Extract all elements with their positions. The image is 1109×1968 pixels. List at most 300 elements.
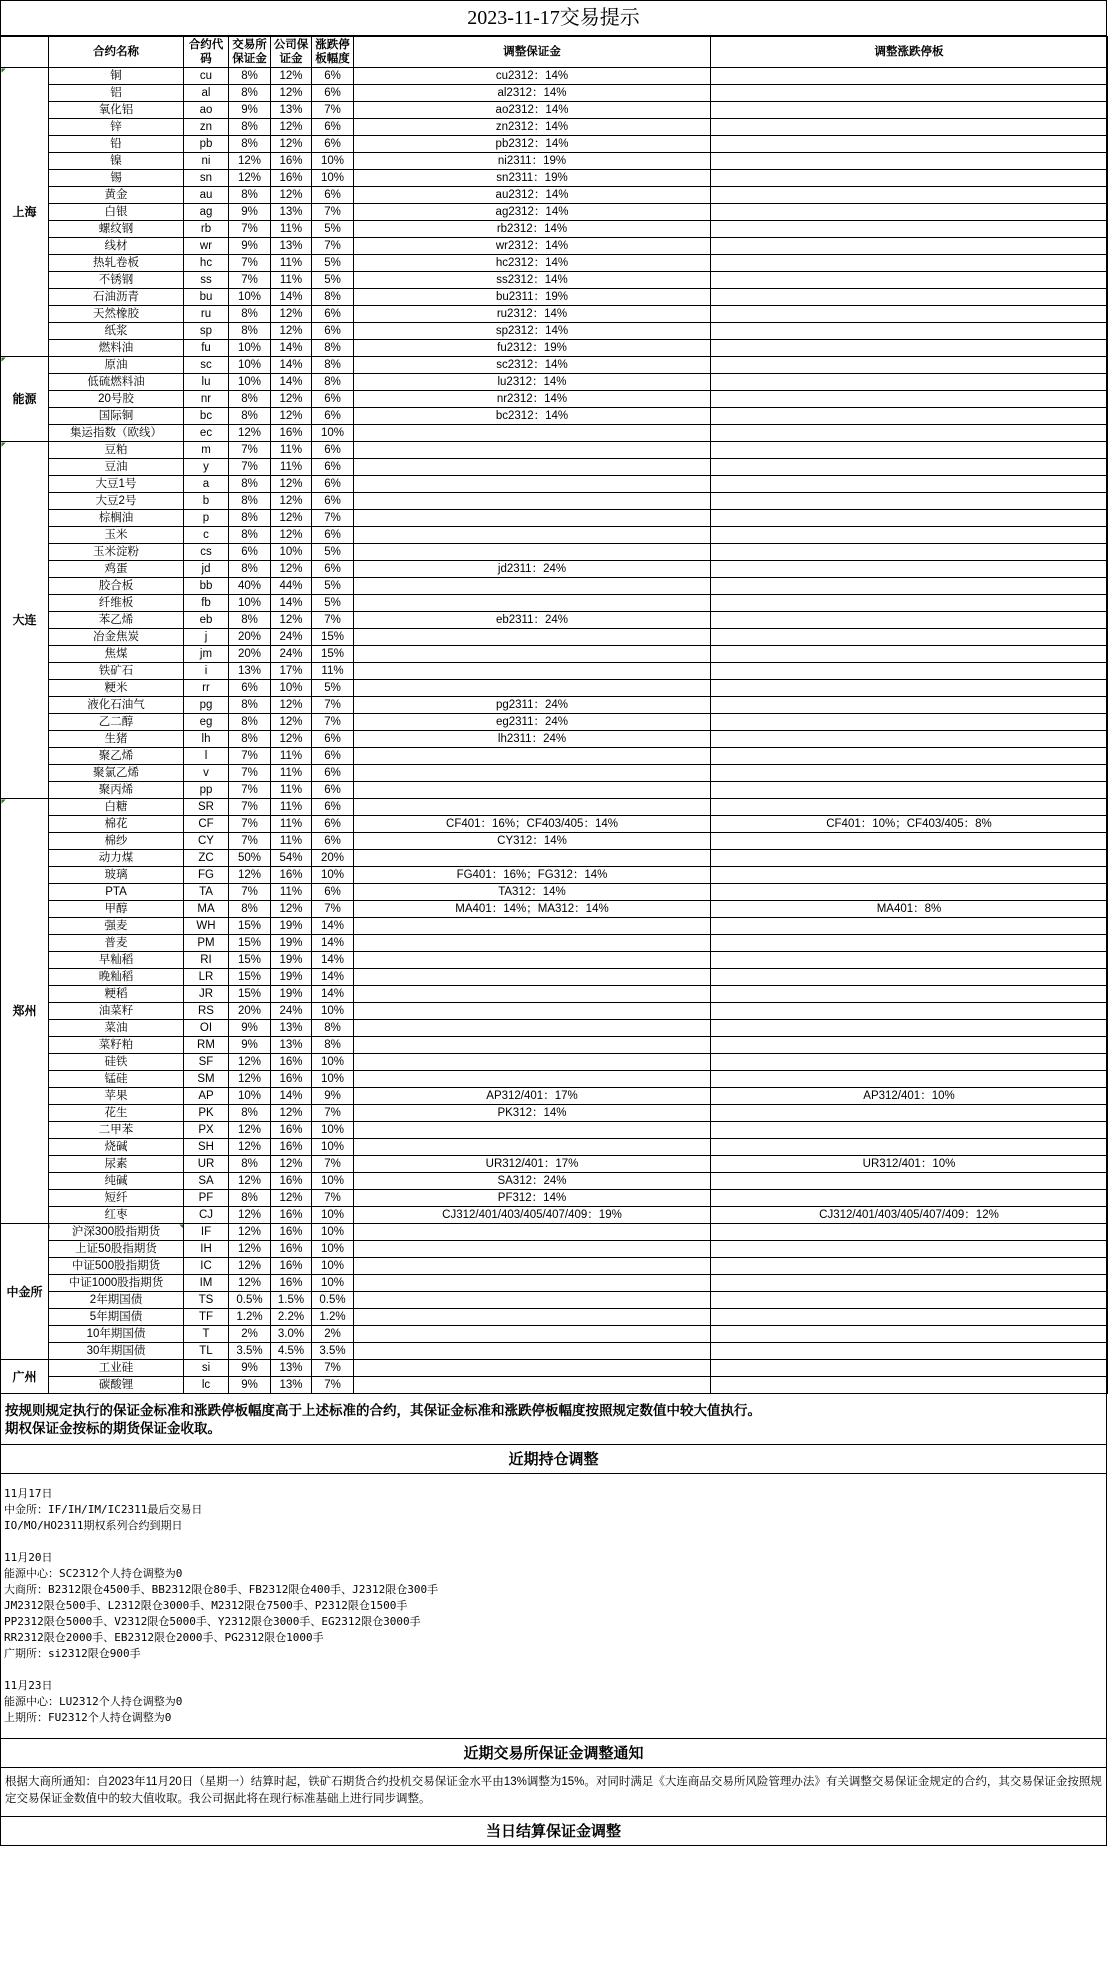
price-limit-cell: 6% [312,527,354,544]
contract-code-cell: cs [184,544,229,561]
adjusted-price-limit-cell: UR312/401：10% [711,1156,1108,1173]
adjusted-price-limit-cell [711,884,1108,901]
price-limit-cell: 5% [312,221,354,238]
price-limit-cell: 2% [312,1326,354,1343]
contract-code-cell: lh [184,731,229,748]
exchange-margin-cell: 12% [229,1275,271,1292]
adjusted-price-limit-cell [711,1377,1108,1394]
contract-name-cell: 镍 [49,153,184,170]
contract-name-cell: 玉米淀粉 [49,544,184,561]
price-limit-cell: 10% [312,1241,354,1258]
price-limit-cell: 10% [312,1122,354,1139]
contract-code-cell: TF [184,1309,229,1326]
contract-name-cell: 粳米 [49,680,184,697]
adjusted-margin-cell [354,493,711,510]
contract-name-cell: 线材 [49,238,184,255]
exchange-cell: 上海 [1,68,49,357]
company-margin-cell: 11% [271,221,312,238]
price-limit-cell: 7% [312,1156,354,1173]
adjusted-margin-cell [354,918,711,935]
contract-code-cell: cu [184,68,229,85]
adjusted-price-limit-cell: CF401：10%；CF403/405：8% [711,816,1108,833]
price-limit-cell: 6% [312,391,354,408]
company-margin-cell: 24% [271,646,312,663]
price-limit-cell: 14% [312,969,354,986]
contract-name-cell: 棉纱 [49,833,184,850]
contract-code-cell: SR [184,799,229,816]
company-margin-cell: 11% [271,459,312,476]
adjusted-margin-cell [354,1224,711,1241]
contract-name-cell: 20号胶 [49,391,184,408]
adjusted-price-limit-cell [711,629,1108,646]
table-row [1,969,1108,986]
adjusted-price-limit-cell [711,255,1108,272]
contract-code-cell: lu [184,374,229,391]
price-limit-cell: 10% [312,1054,354,1071]
price-limit-cell: 6% [312,323,354,340]
adjusted-price-limit-cell [711,1139,1108,1156]
contract-code-cell: fu [184,340,229,357]
table-row [1,340,1108,357]
table-row [1,1275,1108,1292]
contract-name-cell: 棉花 [49,816,184,833]
company-margin-cell: 13% [271,1377,312,1394]
contract-code-cell: ec [184,425,229,442]
contract-code-cell: nr [184,391,229,408]
contract-name-cell: 苯乙烯 [49,612,184,629]
contract-code-cell: j [184,629,229,646]
adjusted-price-limit-cell [711,510,1108,527]
position-adjust-line: 能源中心：LU2312个人持仓调整为0 [4,1695,183,1708]
table-row [1,510,1108,527]
adjusted-margin-cell: PK312：14% [354,1105,711,1122]
exchange-margin-cell: 12% [229,867,271,884]
contract-name-cell: 动力煤 [49,850,184,867]
table-row [1,493,1108,510]
adjusted-margin-cell: ag2312：14% [354,204,711,221]
company-margin-cell: 19% [271,952,312,969]
exchange-margin-cell: 20% [229,629,271,646]
adjusted-price-limit-cell [711,833,1108,850]
adjusted-price-limit-cell [711,680,1108,697]
contract-name-cell: 铁矿石 [49,663,184,680]
company-margin-cell: 14% [271,374,312,391]
contract-name-cell: 豆粕 [49,442,184,459]
company-margin-cell: 13% [271,1360,312,1377]
exchange-margin-cell: 10% [229,1088,271,1105]
table-row [1,850,1108,867]
adjusted-margin-cell [354,425,711,442]
exchange-margin-cell: 8% [229,1190,271,1207]
contract-code-cell: CF [184,816,229,833]
exchange-margin-cell: 8% [229,493,271,510]
company-margin-cell: 13% [271,1037,312,1054]
table-row [1,442,1108,459]
company-margin-cell: 16% [271,1054,312,1071]
table-row [1,357,1108,374]
contract-code-cell: SA [184,1173,229,1190]
adjusted-price-limit-cell [711,850,1108,867]
adjusted-margin-cell [354,1071,711,1088]
company-margin-cell: 12% [271,1156,312,1173]
table-row [1,374,1108,391]
table-row [1,901,1108,918]
adjusted-price-limit-cell [711,1020,1108,1037]
contract-code-cell: eg [184,714,229,731]
contract-code-cell: c [184,527,229,544]
company-margin-cell: 12% [271,476,312,493]
exchange-margin-cell: 7% [229,272,271,289]
exchange-margin-cell: 8% [229,612,271,629]
company-margin-cell: 14% [271,289,312,306]
adjusted-price-limit-cell [711,85,1108,102]
adjusted-price-limit-cell [711,357,1108,374]
table-row [1,1360,1108,1377]
contract-name-cell: 天然橡胶 [49,306,184,323]
contract-code-cell: TS [184,1292,229,1309]
contract-name-cell: 菜籽粕 [49,1037,184,1054]
contract-code-cell: bb [184,578,229,595]
adjusted-margin-cell [354,935,711,952]
contract-name-cell: 5年期国债 [49,1309,184,1326]
exchange-cell: 能源 [1,357,49,442]
table-row [1,1173,1108,1190]
table-row [1,85,1108,102]
contract-name-cell: 锌 [49,119,184,136]
adjusted-price-limit-cell [711,1309,1108,1326]
adjusted-price-limit-cell [711,102,1108,119]
contract-code-cell: rb [184,221,229,238]
company-margin-cell: 16% [271,153,312,170]
adjusted-margin-cell [354,442,711,459]
company-margin-cell: 12% [271,561,312,578]
company-margin-cell: 11% [271,799,312,816]
exchange-margin-cell: 1.2% [229,1309,271,1326]
adjusted-price-limit-cell [711,493,1108,510]
company-margin-cell: 17% [271,663,312,680]
contract-code-cell: T [184,1326,229,1343]
contract-code-cell: y [184,459,229,476]
position-adjust-line: RR2312限仓2000手、EB2312限仓2000手、PG2312限仓1000手 [4,1631,324,1644]
price-limit-cell: 6% [312,884,354,901]
table-row [1,1156,1108,1173]
contract-name-cell: 工业硅 [49,1360,184,1377]
adjusted-price-limit-cell [711,1122,1108,1139]
adjusted-price-limit-cell: CJ312/401/403/405/407/409：12% [711,1207,1108,1224]
adjusted-margin-cell [354,646,711,663]
adjusted-margin-cell [354,544,711,561]
contract-name-cell: 大豆2号 [49,493,184,510]
contract-name-cell: 聚丙烯 [49,782,184,799]
contract-code-cell: m [184,442,229,459]
adjusted-price-limit-cell [711,595,1108,612]
adjusted-margin-cell: nr2312：14% [354,391,711,408]
adjusted-price-limit-cell [711,1275,1108,1292]
contract-name-cell: 普麦 [49,935,184,952]
contract-code-cell: jd [184,561,229,578]
adjusted-margin-cell [354,986,711,1003]
contract-name-cell: 上证50股指期货 [49,1241,184,1258]
adjusted-price-limit-cell [711,969,1108,986]
table-row [1,238,1108,255]
contract-name-cell: 油菜籽 [49,1003,184,1020]
price-limit-cell: 14% [312,952,354,969]
adjusted-price-limit-cell [711,1258,1108,1275]
adjusted-price-limit-cell [711,646,1108,663]
exchange-margin-cell: 10% [229,340,271,357]
contract-code-cell: au [184,187,229,204]
adjusted-price-limit-cell [711,1105,1108,1122]
adjusted-price-limit-cell [711,459,1108,476]
adjusted-margin-cell: CY312：14% [354,833,711,850]
contract-code-cell: RI [184,952,229,969]
position-adjust-block [4,1486,1103,1534]
adjusted-margin-cell [354,1377,711,1394]
price-limit-cell: 10% [312,425,354,442]
adjusted-margin-cell: fu2312：19% [354,340,711,357]
price-limit-cell: 7% [312,1377,354,1394]
adjusted-price-limit-cell: AP312/401：10% [711,1088,1108,1105]
position-adjust-line: 11月20日 [4,1551,53,1564]
contract-name-cell: 热轧卷板 [49,255,184,272]
contract-code-cell: SH [184,1139,229,1156]
header-cell: 合约代码 [184,37,229,68]
adjusted-margin-cell [354,1275,711,1292]
price-limit-cell: 7% [312,204,354,221]
table-row [1,731,1108,748]
table-row [1,1054,1108,1071]
rules-note [1,1394,1106,1445]
contract-code-cell: IC [184,1258,229,1275]
contract-name-cell: 铅 [49,136,184,153]
contract-name-cell: 沪深300股指期货 [49,1224,184,1241]
adjusted-margin-cell: sn2311：19% [354,170,711,187]
exchange-margin-cell: 8% [229,136,271,153]
exchange-margin-cell: 8% [229,187,271,204]
adjusted-margin-cell [354,1292,711,1309]
exchange-margin-cell: 8% [229,408,271,425]
table-row [1,986,1108,1003]
adjusted-price-limit-cell [711,289,1108,306]
contract-code-cell: CY [184,833,229,850]
contract-code-cell: i [184,663,229,680]
table-row [1,663,1108,680]
exchange-margin-cell: 12% [229,425,271,442]
contract-name-cell: 粳稻 [49,986,184,1003]
exchange-margin-cell: 8% [229,119,271,136]
table-row [1,255,1108,272]
adjusted-price-limit-cell [711,374,1108,391]
exchange-margin-cell: 3.5% [229,1343,271,1360]
price-limit-cell: 11% [312,663,354,680]
table-row [1,1139,1108,1156]
company-margin-cell: 12% [271,714,312,731]
price-limit-cell: 10% [312,1224,354,1241]
adjusted-margin-cell: FG401：16%；FG312：14% [354,867,711,884]
contract-name-cell: 硅铁 [49,1054,184,1071]
company-margin-cell: 14% [271,340,312,357]
exchange-margin-cell: 15% [229,935,271,952]
company-margin-cell: 12% [271,187,312,204]
adjusted-margin-cell: bc2312：14% [354,408,711,425]
table-row [1,187,1108,204]
price-limit-cell: 7% [312,612,354,629]
header-cell: 涨跌停板幅度 [312,37,354,68]
price-limit-cell: 10% [312,153,354,170]
adjusted-margin-cell: al2312：14% [354,85,711,102]
table-row [1,459,1108,476]
table-row [1,1071,1108,1088]
adjusted-price-limit-cell [711,1003,1108,1020]
exchange-cell: 大连 [1,442,49,799]
exchange-margin-cell: 9% [229,238,271,255]
adjusted-margin-cell [354,1003,711,1020]
table-row [1,799,1108,816]
table-row [1,595,1108,612]
contract-code-cell: ss [184,272,229,289]
price-limit-cell: 0.5% [312,1292,354,1309]
table-row [1,1326,1108,1343]
position-adjust-title: 近期持仓调整 [1,1445,1106,1474]
contract-name-cell: 大豆1号 [49,476,184,493]
contract-code-cell: OI [184,1020,229,1037]
exchange-cell: 广州 [1,1360,49,1394]
adjusted-margin-cell: CJ312/401/403/405/407/409：19% [354,1207,711,1224]
contract-name-cell: 锡 [49,170,184,187]
adjusted-margin-cell [354,799,711,816]
contract-code-cell: SM [184,1071,229,1088]
price-limit-cell: 5% [312,595,354,612]
company-margin-cell: 12% [271,697,312,714]
company-margin-cell: 14% [271,1088,312,1105]
price-limit-cell: 14% [312,918,354,935]
adjusted-price-limit-cell [711,561,1108,578]
table-row [1,748,1108,765]
contract-code-cell: PK [184,1105,229,1122]
price-limit-cell: 6% [312,136,354,153]
exchange-margin-cell: 12% [229,1122,271,1139]
contract-code-cell: PF [184,1190,229,1207]
adjusted-price-limit-cell [711,1326,1108,1343]
adjusted-margin-cell [354,527,711,544]
adjusted-price-limit-cell [711,986,1108,1003]
contract-name-cell: 石油沥青 [49,289,184,306]
contract-code-cell: al [184,85,229,102]
exchange-margin-cell: 7% [229,459,271,476]
contract-code-cell: WH [184,918,229,935]
company-margin-cell: 14% [271,595,312,612]
table-row [1,1122,1108,1139]
adjusted-margin-cell [354,748,711,765]
company-margin-cell: 12% [271,323,312,340]
exchange-margin-cell: 9% [229,1360,271,1377]
adjusted-margin-cell: sp2312：14% [354,323,711,340]
contract-name-cell: 螺纹钢 [49,221,184,238]
company-margin-cell: 24% [271,1003,312,1020]
price-limit-cell: 15% [312,629,354,646]
position-adjust-line: 大商所：B2312限仓4500手、BB2312限仓80手、FB2312限仓400手、J2312限仓300手 [4,1583,439,1596]
exchange-margin-cell: 8% [229,306,271,323]
exchange-margin-cell: 15% [229,986,271,1003]
adjusted-price-limit-cell [711,391,1108,408]
exchange-margin-cell: 12% [229,1139,271,1156]
contract-name-cell: 黄金 [49,187,184,204]
adjusted-margin-cell: PF312：14% [354,1190,711,1207]
company-margin-cell: 4.5% [271,1343,312,1360]
contract-name-cell: 晚籼稻 [49,969,184,986]
adjusted-margin-cell [354,663,711,680]
price-limit-cell: 14% [312,935,354,952]
adjusted-margin-cell: zn2312：14% [354,119,711,136]
adjusted-price-limit-cell [711,578,1108,595]
exchange-margin-cell: 8% [229,714,271,731]
exchange-margin-cell: 20% [229,646,271,663]
company-margin-cell: 12% [271,510,312,527]
company-margin-cell: 24% [271,629,312,646]
contract-code-cell: fb [184,595,229,612]
adjusted-margin-cell [354,629,711,646]
company-margin-cell: 16% [271,170,312,187]
price-limit-cell: 6% [312,816,354,833]
adjusted-price-limit-cell [711,204,1108,221]
contract-code-cell: ni [184,153,229,170]
position-adjust-line: 11月23日 [4,1679,53,1692]
adjusted-price-limit-cell [711,1037,1108,1054]
company-margin-cell: 44% [271,578,312,595]
contract-code-cell: FG [184,867,229,884]
contract-name-cell: 鸡蛋 [49,561,184,578]
contract-name-cell: 甲醇 [49,901,184,918]
exchange-margin-cell: 7% [229,884,271,901]
exchange-margin-cell: 6% [229,544,271,561]
company-margin-cell: 19% [271,969,312,986]
company-margin-cell: 12% [271,306,312,323]
adjusted-margin-cell [354,1122,711,1139]
adjusted-margin-cell: UR312/401：17% [354,1156,711,1173]
exchange-margin-cell: 12% [229,170,271,187]
company-margin-cell: 11% [271,884,312,901]
adjusted-margin-cell [354,680,711,697]
header-cell: 调整涨跌停板 [711,37,1108,68]
table-row [1,935,1108,952]
contract-name-cell: 玻璃 [49,867,184,884]
position-adjust-line: IO/MO/HO2311期权系列合约到期日 [4,1519,183,1532]
adjusted-price-limit-cell [711,1054,1108,1071]
table-row [1,782,1108,799]
price-limit-cell: 14% [312,986,354,1003]
contract-code-cell: IM [184,1275,229,1292]
adjusted-margin-cell [354,1241,711,1258]
exchange-margin-cell: 0.5% [229,1292,271,1309]
price-limit-cell: 6% [312,493,354,510]
company-margin-cell: 12% [271,901,312,918]
adjusted-price-limit-cell [711,1343,1108,1360]
exchange-margin-cell: 7% [229,833,271,850]
adjusted-margin-cell: pb2312：14% [354,136,711,153]
table-row [1,561,1108,578]
contract-code-cell: pb [184,136,229,153]
adjusted-margin-cell [354,578,711,595]
adjusted-margin-cell: lu2312：14% [354,374,711,391]
exchange-margin-cell: 12% [229,1054,271,1071]
adjusted-margin-cell: TA312：14% [354,884,711,901]
header-cell: 公司保证金 [271,37,312,68]
contract-name-cell: 苹果 [49,1088,184,1105]
company-margin-cell: 12% [271,731,312,748]
table-row [1,153,1108,170]
contract-code-cell: hc [184,255,229,272]
exchange-margin-cell: 9% [229,1377,271,1394]
